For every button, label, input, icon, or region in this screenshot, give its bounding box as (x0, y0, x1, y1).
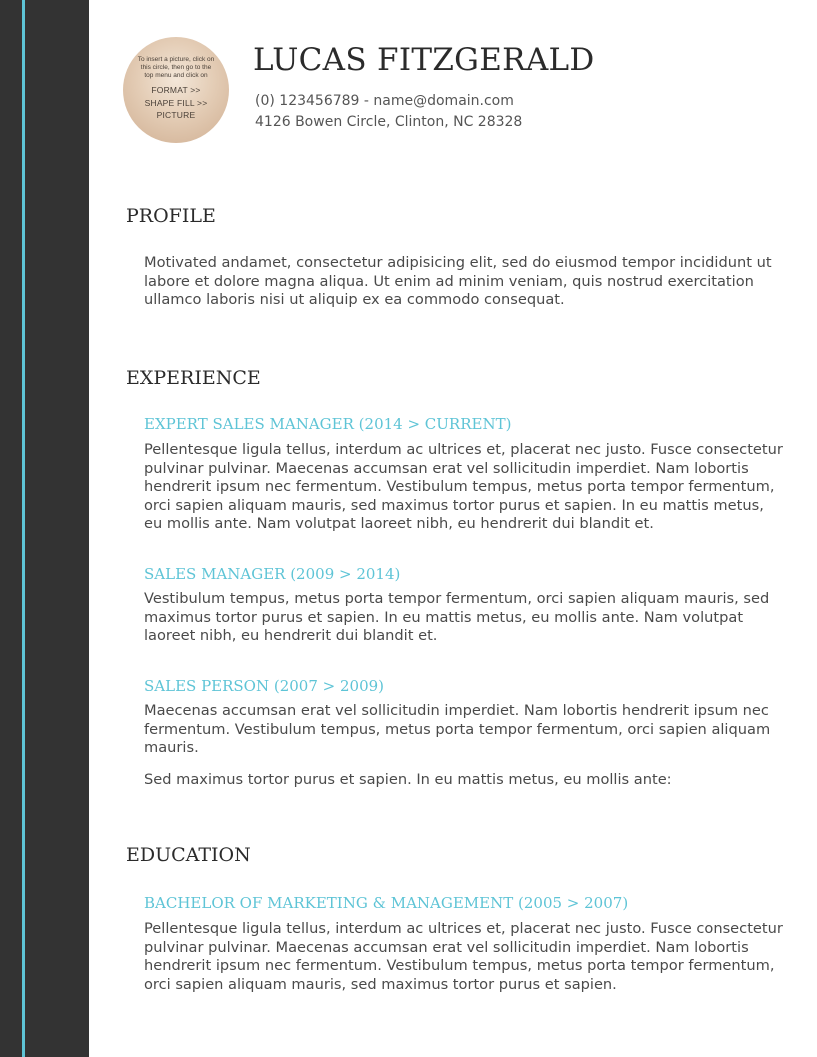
photo-placeholder[interactable] (123, 37, 229, 143)
experience-heading: EXPERIENCE (126, 367, 261, 389)
job-title: SALES MANAGER (2009 > 2014) (144, 565, 401, 583)
photo-step-shape-fill: SHAPE FILL >> (144, 97, 208, 108)
job-description: Maecenas accumsan erat vel sollicitudin imperdiet. Nam lobortis hendrerit ipsum nec fermentum. Vestibulum tempus, metus porta tempor fermentum, orci sapien aliquam mauris. (144, 702, 771, 757)
education-title: BACHELOR OF MARKETING & MANAGEMENT (2005 > 2007) (144, 894, 629, 912)
education-description: Pellentesque ligula tellus, interdum ac ultrices et, placerat nec justo. Fusce consectetur pulvinar pulvinar. Maecenas accumsan erat vel sollicitudin imperdiet. Nam lobortis hendrerit ipsum nec fermentum. Vestibulum tempus, metus porta tempor fermentum, orci sapien aliquam mauris, sed maximus tortor purus et sapien. (144, 920, 783, 993)
photo-steps (145, 84, 208, 122)
contact-phone-email: (0) 123456789 - name@domain.com (255, 93, 514, 109)
sidebar (0, 0, 89, 1057)
job-title: EXPERT SALES MANAGER (2014 > CURRENT) (144, 415, 512, 433)
education-heading: EDUCATION (126, 844, 251, 866)
resume-name: LUCAS FITZGERALD (253, 42, 595, 78)
contact-address: 4126 Bowen Circle, Clinton, NC 28328 (255, 114, 523, 130)
photo-hint-text: To insert a picture, click on this circle, then go to the top menu and click on (137, 56, 215, 80)
photo-step-format: FORMAT >> (151, 85, 201, 96)
job-description: Pellentesque ligula tellus, interdum ac ultrices et, placerat nec justo. Fusce consectetur pulvinar pulvinar. Maecenas accumsan erat vel sollicitudin imperdiet. Nam lobortis hendrerit ipsum nec fermentum. Vestibulum tempus, metus porta tempor fermentum, orci sapien aliquam mauris, sed maximus tortor purus et sapien. In eu mattis metus, eu mollis ante. Nam volutpat laoreet nibh, eu hendrerit dui blandit et. (144, 441, 783, 533)
job-extra-text: Sed maximus tortor purus et sapien. In eu mattis metus, eu mollis ante: (144, 771, 672, 788)
sidebar-accent-line (22, 0, 25, 1057)
job-description: Vestibulum tempus, metus porta tempor fermentum, orci sapien aliquam mauris, sed maximus tortor purus et sapien. In eu mattis metus, eu mollis ante. Nam volutpat laoreet nibh, eu hendrerit dui blandit et. (144, 590, 770, 645)
photo-step-picture: PICTURE (156, 110, 196, 121)
job-title: SALES PERSON (2007 > 2009) (144, 677, 385, 695)
profile-text: Motivated andamet, consectetur adipisicing elit, sed do eiusmod tempor incididunt ut labore et dolore magna aliqua. Ut enim ad minim veniam, quis nostrud exercitation ullamco laboris nisi ut aliquip ex ea commodo consequat. (144, 254, 772, 309)
profile-heading: PROFILE (126, 205, 216, 227)
